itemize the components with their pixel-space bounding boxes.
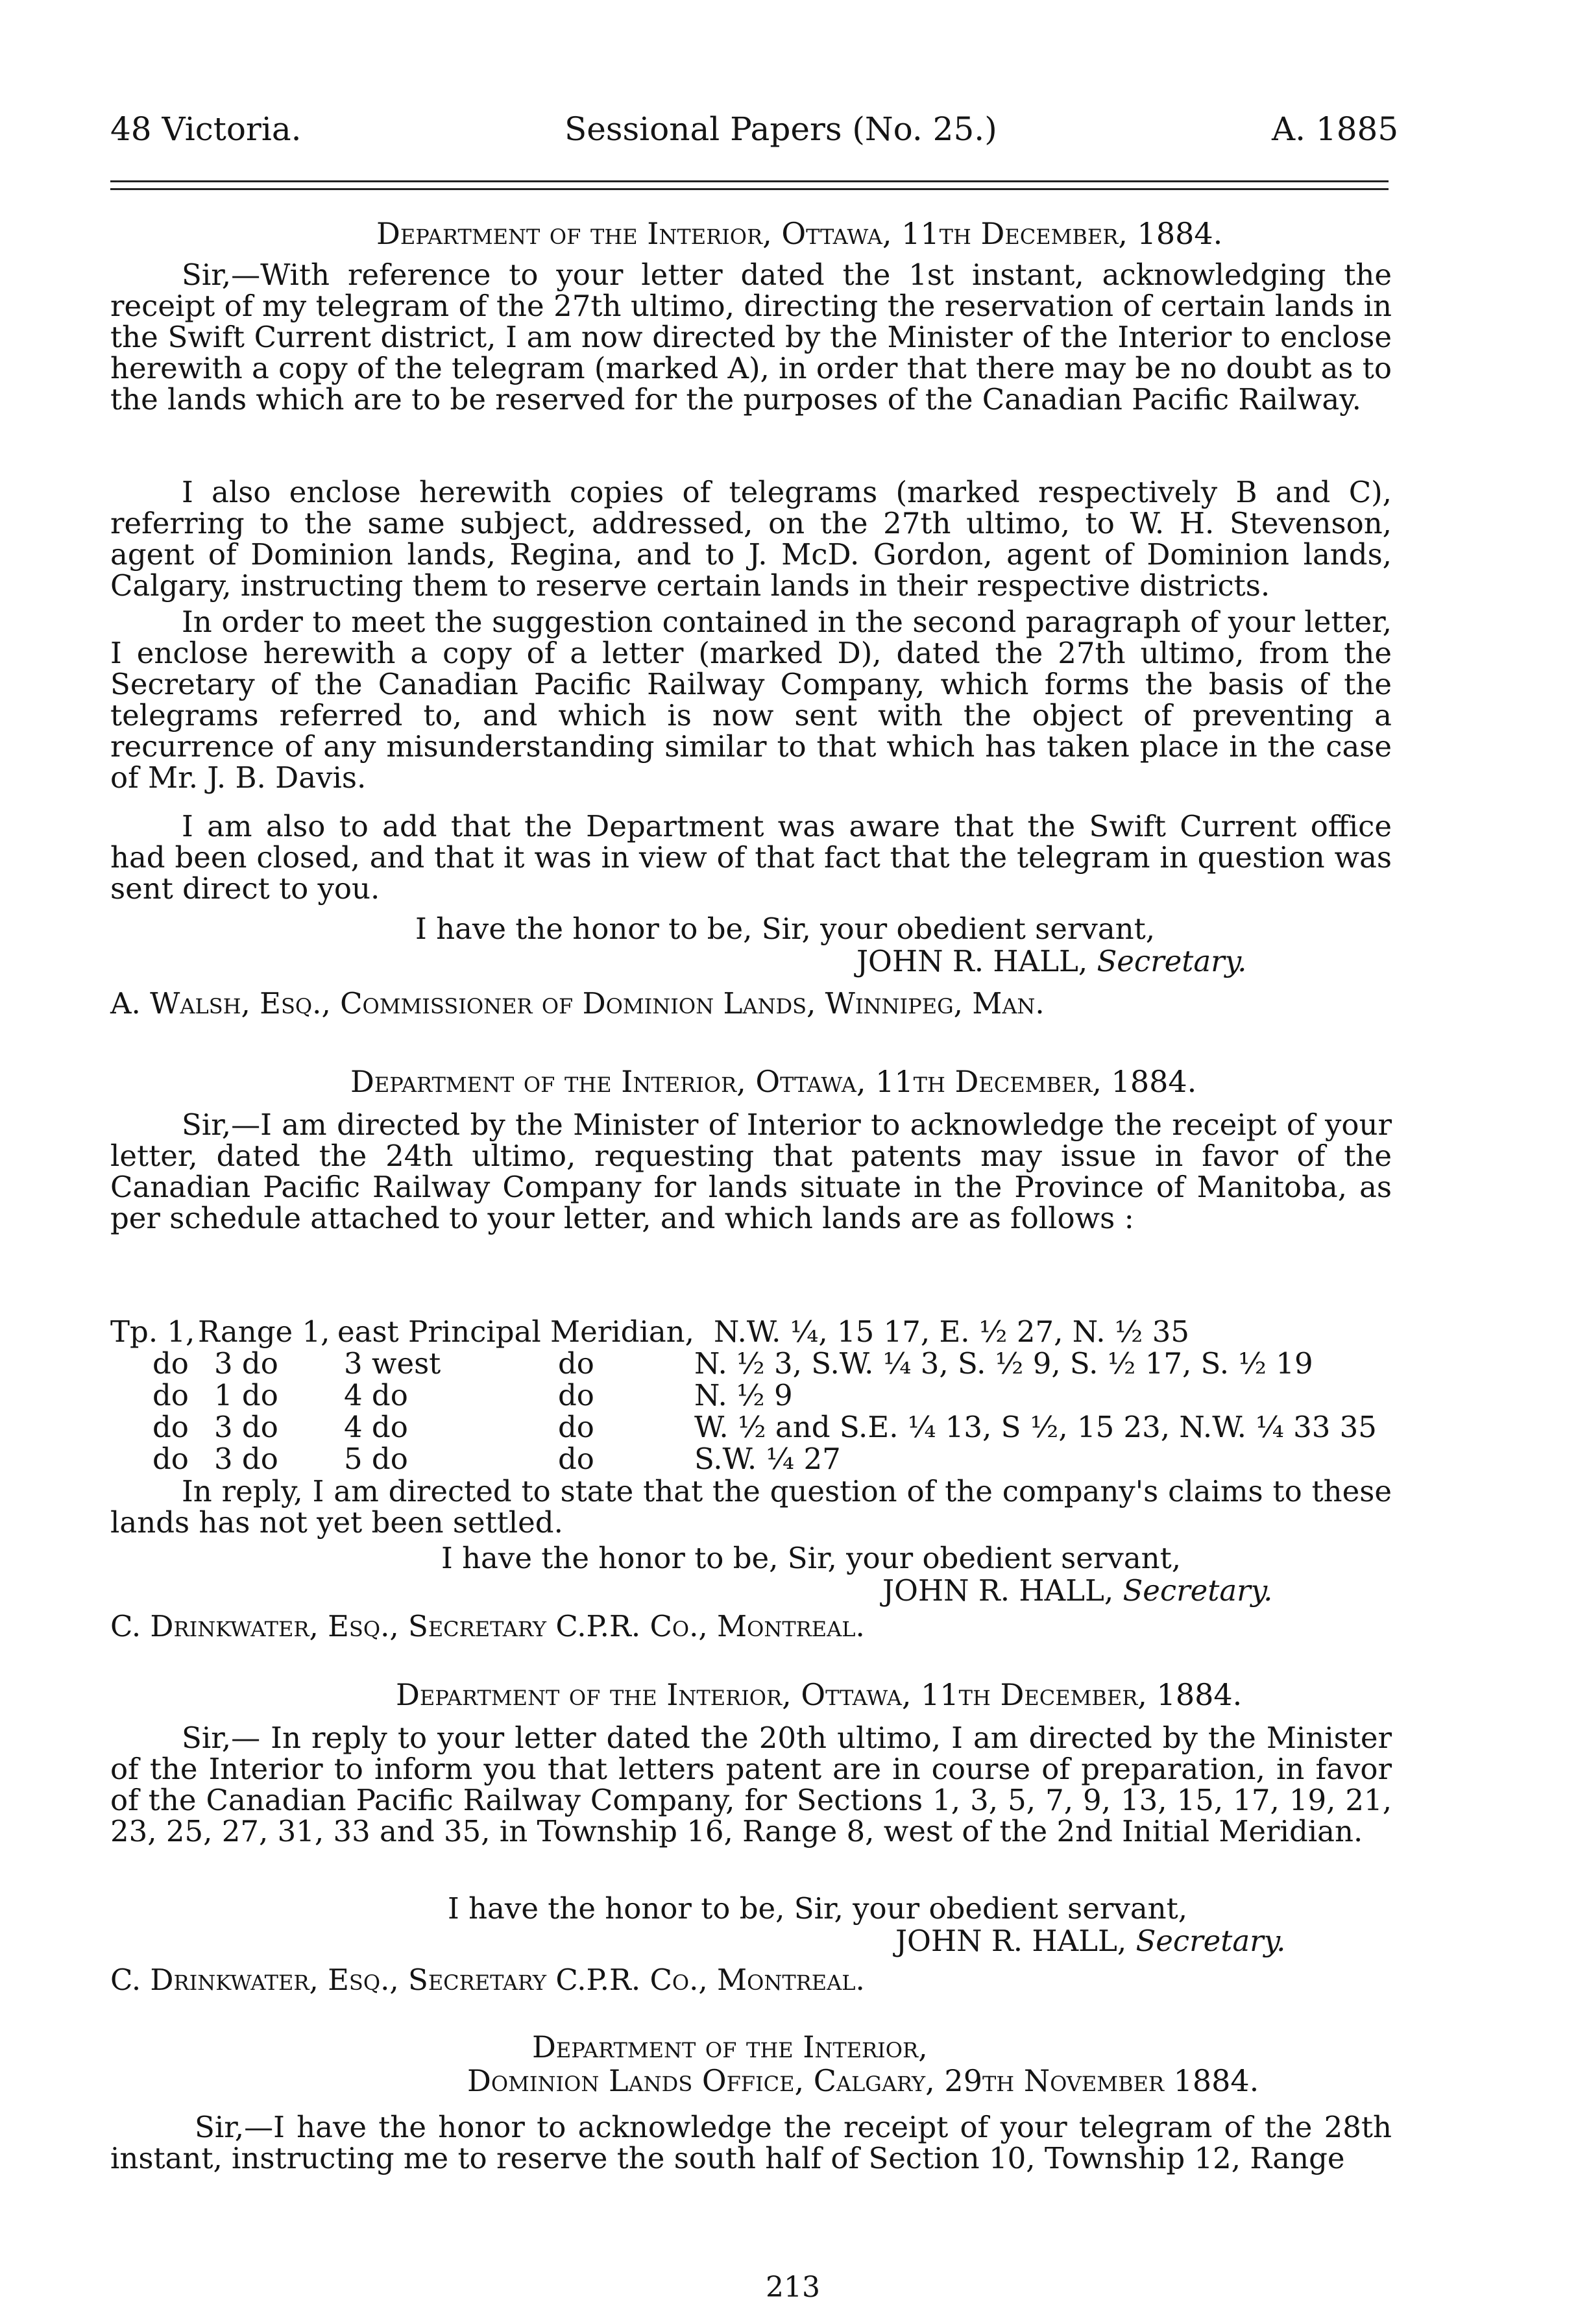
letter1-paragraph-2: I also enclose herewith copies of telegrams (marked respectively B and C), referring to the same subject, addressed, on the 27th ultimo, to W. H. Stevenson, agent of Dominion lands, Regina, and to J. McD. Gordon, agent of Dominion lands, Calgary, instructing them to reserve certain lands in their respective districts. xyxy=(110,475,1392,603)
table-cell: do xyxy=(558,1410,594,1444)
table-cell: 4 do xyxy=(344,1410,408,1444)
header-right: A. 1885 xyxy=(1272,110,1399,148)
table-cell: do xyxy=(152,1378,189,1412)
table-cell: do xyxy=(558,1346,594,1381)
letter3-signer-name: JOHN R. HALL, xyxy=(895,1924,1127,1958)
letter3-signer-title: Secretary. xyxy=(1135,1924,1286,1958)
letter4-dateline-1: Department of the Interior, xyxy=(532,2029,928,2064)
letter3-dateline: Department of the Interior, Ottawa, 11th December, 1884. xyxy=(396,1677,1243,1712)
letter4-dateline-2: Dominion Lands Office, Calgary, 29th November 1884. xyxy=(467,2063,1259,2098)
letter1-paragraph-4: I am also to add that the Department was aware that the Swift Current office had been closed, and that it was in view of that fact that the telegram in question was sent direct to you. xyxy=(110,809,1392,906)
table-cell: 5 do xyxy=(344,1442,408,1476)
table-cell: do xyxy=(152,1442,189,1476)
letter1-signer xyxy=(856,944,1246,978)
table-cell: 4 do xyxy=(344,1378,408,1412)
header-center: Sessional Papers (No. 25.) xyxy=(564,110,997,148)
letter1-paragraph-1: Sir,—With reference to your letter dated the 1st instant, acknowledging the receipt of my telegram of the 27th ultimo, directing the reservation of certain lands in the Swift Current district, I am now directed by the Minister of the Interior to enclose herewith a copy of the telegram (marked A), in order that there may be no doubt as to the lands which are to be reserved for the purposes of the Canadian Pacific Railway. xyxy=(110,258,1392,417)
letter2-addressee: C. Drinkwater, Esq., Secretary C.P.R. Co., Montreal. xyxy=(110,1609,865,1643)
table-cell: 3 do xyxy=(214,1346,278,1381)
table-cell: N. ½ 9 xyxy=(694,1378,793,1412)
letter3-closing: I have the honor to be, Sir, your obedient servant, xyxy=(448,1891,1188,1926)
letter3-paragraph-1: Sir,— In reply to your letter dated the 20th ultimo, I am directed by the Minister of the Interior to inform you that letters patent are in course of preparation, in favor of the Canadian Pacific Railway Company, for Sections 1, 3, 5, 7, 9, 13, 15, 17, 19, 21, 23, 25, 27, 31, 33 and 35, in Township 16, Range 8, west of the 2nd Initial Meridian. xyxy=(110,1721,1392,1848)
table-cell: do xyxy=(152,1346,189,1381)
header-rule xyxy=(110,180,1389,182)
header-left: 48 Victoria. xyxy=(110,110,302,148)
page-number: 213 xyxy=(766,2271,820,2304)
letter3-signer xyxy=(895,1924,1285,1958)
table-cell: east Principal Meridian, xyxy=(337,1314,694,1349)
letter2-closing: I have the honor to be, Sir, your obedient servant, xyxy=(441,1541,1182,1575)
table-cell: 3 west xyxy=(344,1346,441,1381)
table-cell: 3 do xyxy=(214,1410,278,1444)
letter1-signer-name: JOHN R. HALL, xyxy=(856,944,1088,978)
letter1-signer-title: Secretary. xyxy=(1097,944,1247,978)
letter2-dateline: Department of the Interior, Ottawa, 11th December, 1884. xyxy=(350,1064,1197,1099)
table-cell: N. ½ 3, S.W. ¼ 3, S. ½ 9, S. ½ 17, S. ½ 19 xyxy=(694,1346,1313,1381)
letter4-paragraph-1: Sir,—I have the honor to acknowledge the receipt of your telegram of the 28th instant, instructing me to reserve the south half of Section 10, Township 12, Range xyxy=(110,2110,1392,2175)
letter1-addressee: A. Walsh, Esq., Commissioner of Dominion Lands, Winnipeg, Man. xyxy=(110,986,1045,1021)
letter2-signer-title: Secretary. xyxy=(1123,1573,1273,1608)
letter2-paragraph-2: In reply, I am directed to state that the question of the company's claims to these lands has not yet been settled. xyxy=(110,1474,1392,1540)
table-cell: do xyxy=(558,1378,594,1412)
table-cell: S.W. ¼ 27 xyxy=(694,1442,841,1476)
letter1-dateline: Department of the Interior, Ottawa, 11th December, 1884. xyxy=(376,216,1223,251)
table-cell: W. ½ and S.E. ¼ 13, S ½, 15 23, N.W. ¼ 33 35 xyxy=(694,1410,1377,1444)
letter1-closing: I have the honor to be, Sir, your obedient servant, xyxy=(415,912,1156,946)
letter3-addressee: C. Drinkwater, Esq., Secretary C.P.R. Co., Montreal. xyxy=(110,1963,865,1997)
table-cell: do xyxy=(152,1410,189,1444)
header-rule-lower xyxy=(110,188,1389,190)
letter2-signer xyxy=(882,1573,1272,1608)
letter2-signer-name: JOHN R. HALL, xyxy=(882,1573,1114,1608)
table-cell: N.W. ¼, 15 17, E. ½ 27, N. ½ 35 xyxy=(714,1314,1189,1349)
letter2-paragraph-1: Sir,—I am directed by the Minister of Interior to acknowledge the receipt of your letter, dated the 24th ultimo, requesting that patents may issue in favor of the Canadian Pacific Railway Company for lands situate in the Province of Manitoba, as per schedule attached to your letter, and which lands are as follows : xyxy=(110,1108,1392,1235)
table-cell: Range 1, xyxy=(198,1314,330,1349)
table-cell: Tp. 1, xyxy=(110,1314,195,1349)
table-cell: 1 do xyxy=(214,1378,278,1412)
letter1-paragraph-3: In order to meet the suggestion contained in the second paragraph of your letter, I enclose herewith a copy of a letter (marked D), dated the 27th ultimo, from the Secretary of the Canadian Pacific Railway Company, which forms the basis of the telegrams referred to, and which is now sent with the object of preventing a recurrence of any misunderstanding similar to that which has taken place in the case of Mr. J. B. Davis. xyxy=(110,605,1392,795)
table-cell: 3 do xyxy=(214,1442,278,1476)
table-cell: do xyxy=(558,1442,594,1476)
